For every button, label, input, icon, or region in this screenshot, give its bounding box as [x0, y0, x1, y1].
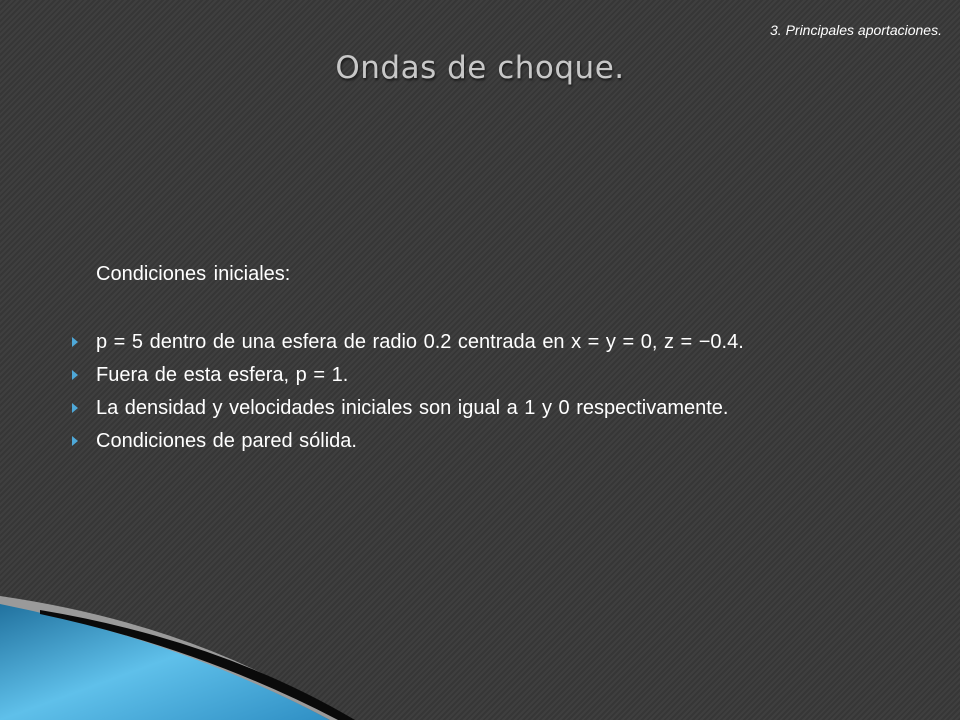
- bullet-text: p = 5 dentro de una esfera de radio 0.2 centrada en x = y = 0, z = −0.4.: [96, 331, 744, 353]
- arrow-bullet-icon: [72, 436, 78, 446]
- swoosh-blue-band: [0, 600, 330, 720]
- bullet-text: La densidad y velocidades iniciales son igual a 1 y 0 respectivamente.: [96, 397, 729, 419]
- bullet-item: [72, 330, 744, 363]
- swoosh-black-band: [40, 610, 355, 720]
- bullet-item: [72, 363, 744, 396]
- section-label: 3. Principales aportaciones.: [770, 22, 942, 38]
- bullet-item: [72, 429, 744, 462]
- bullet-text: Fuera de esta esfera, p = 1.: [96, 364, 349, 386]
- slide-title: Ondas de choque.: [335, 50, 625, 86]
- bullet-list: [72, 330, 744, 462]
- arrow-bullet-icon: [72, 403, 78, 413]
- swoosh-gray-band: [0, 596, 345, 720]
- intro-text: Condiciones iniciales:: [96, 263, 291, 285]
- bullet-item: [72, 396, 744, 429]
- arrow-bullet-icon: [72, 370, 78, 380]
- bullet-text: Condiciones de pared sólida.: [96, 430, 357, 452]
- arrow-bullet-icon: [72, 337, 78, 347]
